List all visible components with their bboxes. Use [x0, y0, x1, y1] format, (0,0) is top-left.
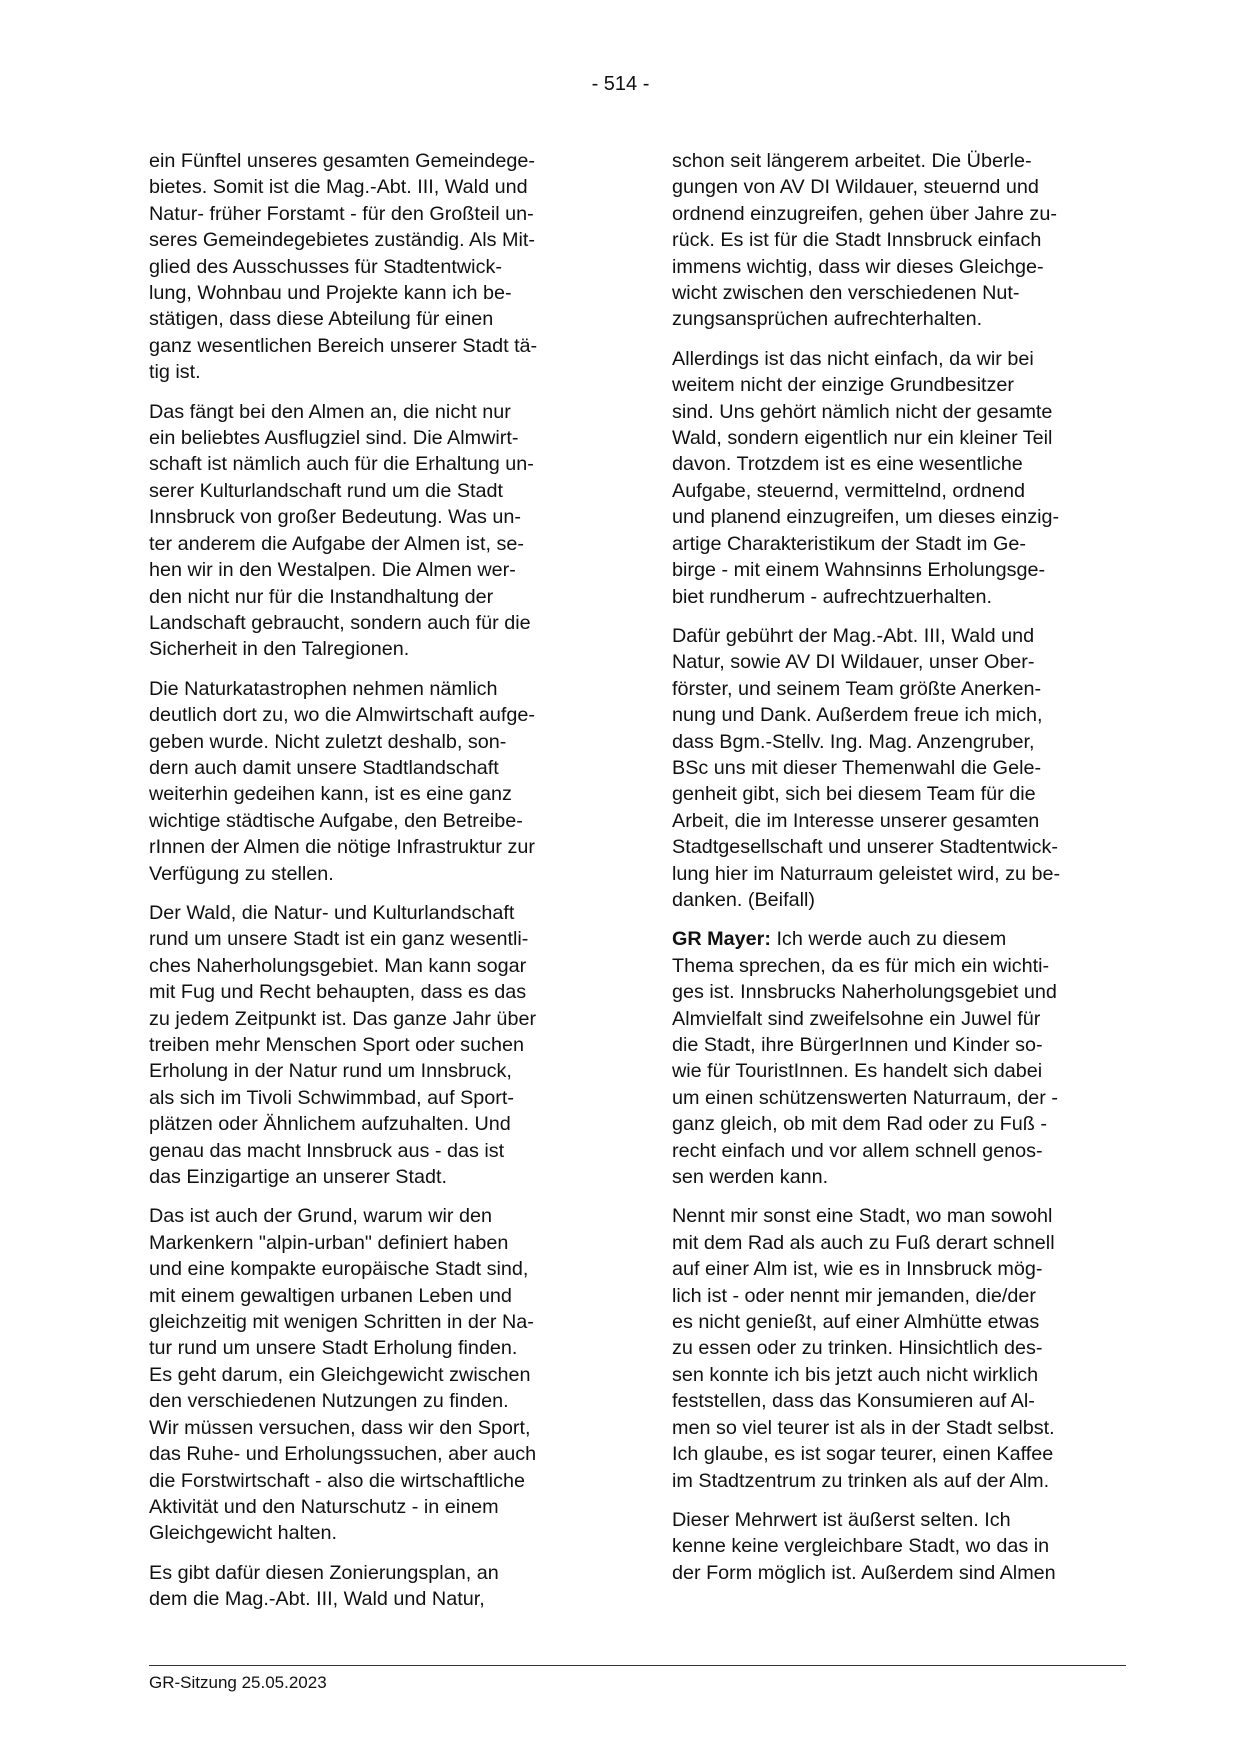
- paragraph-12: [672, 1507, 1124, 1586]
- paragraph-3: [149, 676, 601, 887]
- text-line: mit dem Rad als auch zu Fuß derart schnell: [672, 1231, 1055, 1254]
- paragraph-2: [149, 399, 601, 663]
- text-line: BSc uns mit dieser Themenwahl die Gele-: [672, 756, 1042, 779]
- text-line: geben wurde. Nicht zuletzt deshalb, son-: [149, 730, 507, 753]
- text-line: rück. Es ist für die Stadt Innsbruck einfach: [672, 229, 1042, 252]
- text-line: zu jedem Zeitpunkt ist. Das ganze Jahr über: [149, 1007, 537, 1030]
- text-line: lich ist - oder nennt mir jemanden, die/der: [672, 1284, 1036, 1307]
- text-line: zungsansprüchen aufrechterhalten.: [672, 308, 983, 331]
- text-line: danken. (Beifall): [672, 888, 815, 911]
- text-line: recht einfach und vor allem schnell genos-: [672, 1139, 1043, 1162]
- text-line: feststellen, dass das Konsumieren auf Al-: [672, 1390, 1035, 1413]
- text-line: dem die Mag.-Abt. III, Wald und Natur,: [149, 1588, 485, 1611]
- text-line: genheit gibt, sich bei diesem Team für die: [672, 783, 1036, 806]
- text-line: lung, Wohnbau und Projekte kann ich be-: [149, 282, 512, 305]
- text-line: immens wichtig, dass wir dieses Gleichge-: [672, 255, 1044, 278]
- text-line: Nennt mir sonst eine Stadt, wo man sowohl: [672, 1205, 1053, 1228]
- text-line: das Einzigartige an unserer Stadt.: [149, 1166, 447, 1189]
- text-line: rund um unsere Stadt ist ein ganz wesentli-: [149, 928, 529, 951]
- text-line: ein beliebtes Ausflugziel sind. Die Almwirt-: [149, 427, 519, 450]
- paragraph-6: [149, 1560, 601, 1613]
- text-line: nung und Dank. Außerdem freue ich mich,: [672, 704, 1043, 727]
- text-line: Die Naturkatastrophen nehmen nämlich: [149, 677, 498, 700]
- text-line: artige Charakteristikum der Stadt im Ge-: [672, 532, 1026, 555]
- text-line: davon. Trotzdem ist es eine wesentliche: [672, 453, 1023, 476]
- text-line: gleichzeitig mit wenigen Schritten in der Na-: [149, 1311, 534, 1334]
- text-line: dern auch damit unsere Stadtlandschaft: [149, 756, 499, 779]
- right-column: [672, 148, 1124, 1599]
- text-line: Wald, sondern eigentlich nur ein kleiner Teil: [672, 427, 1053, 450]
- text-line: sen konnte ich bis jetzt auch nicht wirklich: [672, 1363, 1039, 1386]
- text-line: glied des Ausschusses für Stadtentwick-: [149, 255, 502, 278]
- text-line: sind. Uns gehört nämlich nicht der gesamte: [672, 400, 1053, 423]
- text-line: weiterhin gedeihen kann, ist es eine ganz: [149, 783, 512, 806]
- text-line: Dafür gebührt der Mag.-Abt. III, Wald und: [672, 624, 1035, 647]
- text-line: Dieser Mehrwert ist äußerst selten. Ich: [672, 1508, 1011, 1531]
- text-line: Almvielfalt sind zweifelsohne ein Juwel für: [672, 1007, 1041, 1030]
- text-line: tig ist.: [149, 361, 201, 384]
- text-line: der Form möglich ist. Außerdem sind Almen: [672, 1561, 1056, 1584]
- footer-session-label: GR-Sitzung 25.05.2023: [149, 1673, 327, 1692]
- text-line: men so viel teurer ist als in der Stadt selbst.: [672, 1416, 1055, 1439]
- text-line: tur rund um unsere Stadt Erholung finden.: [149, 1337, 518, 1360]
- text-line: die Stadt, ihre BürgerInnen und Kinder so-: [672, 1034, 1043, 1056]
- text-line-remainder: Ich werde auch zu diesem: [776, 928, 1007, 951]
- text-line: hen wir in den Westalpen. Die Almen wer-: [149, 559, 516, 582]
- text-line: ein Fünftel unseres gesamten Gemeindege-: [149, 150, 535, 172]
- left-column: [149, 148, 601, 1626]
- text-line: es nicht genießt, auf einer Almhütte etwas: [672, 1311, 1040, 1334]
- text-line: plätzen oder Ähnlichem aufzuhalten. Und: [149, 1113, 511, 1136]
- text-line: den verschiedenen Nutzungen zu finden.: [149, 1390, 509, 1413]
- text-line: und planend einzugreifen, um dieses einzig-: [672, 506, 1060, 529]
- text-line: stätigen, dass diese Abteilung für einen: [149, 308, 494, 331]
- text-line: und eine kompakte europäische Stadt sind,: [149, 1258, 529, 1281]
- text-line: Erholung in der Natur rund um Innsbruck,: [149, 1060, 512, 1083]
- page-number: - 514 -: [591, 73, 650, 95]
- text-line: ordnend einzugreifen, gehen über Jahre zu-: [672, 202, 1057, 225]
- text-line: Gleichgewicht halten.: [149, 1522, 338, 1545]
- paragraph-7: [672, 148, 1124, 333]
- text-line: das Ruhe- und Erholungssuchen, aber auch: [149, 1443, 537, 1466]
- text-line: Das fängt bei den Almen an, die nicht nur: [149, 400, 511, 423]
- text-line: sen werden kann.: [672, 1166, 829, 1189]
- text-line: Markenkern "alpin-urban" definiert haben: [149, 1231, 509, 1254]
- text-line: Aufgabe, steuernd, vermittelnd, ordnend: [672, 479, 1025, 502]
- text-line: zu essen oder zu trinken. Hinsichtlich des-: [672, 1337, 1043, 1360]
- text-line: Stadtgesellschaft und unserer Stadtentwick-: [672, 836, 1058, 859]
- text-line: [672, 926, 1124, 952]
- text-line: deutlich dort zu, wo die Almwirtschaft aufge-: [149, 704, 535, 727]
- text-line: treiben mehr Menschen Sport oder suchen: [149, 1034, 524, 1056]
- text-line: auf einer Alm ist, wie es in Innsbruck mög-: [672, 1258, 1043, 1281]
- text-line: mit einem gewaltigen urbanen Leben und: [149, 1284, 512, 1307]
- text-line: Das ist auch der Grund, warum wir den: [149, 1205, 493, 1228]
- text-line: dass Bgm.-Stellv. Ing. Mag. Anzengruber,: [672, 730, 1035, 753]
- text-line: ter anderem die Aufgabe der Almen ist, se-: [149, 532, 524, 555]
- text-line: kenne keine vergleichbare Stadt, wo das in: [672, 1535, 1050, 1558]
- text-line: die Forstwirtschaft - also die wirtschaftliche: [149, 1469, 525, 1492]
- text-line: gungen von AV DI Wildauer, steuernd und: [672, 176, 1039, 199]
- text-line: weitem nicht der einzige Grundbesitzer: [672, 374, 1014, 397]
- text-line: mit Fug und Recht behaupten, dass es das: [149, 981, 527, 1004]
- text-line: Wir müssen versuchen, dass wir den Sport,: [149, 1416, 531, 1439]
- text-line: rInnen der Almen die nötige Infrastruktur zur: [149, 836, 535, 859]
- text-line: Thema sprechen, da es für mich ein wichti-: [672, 954, 1050, 977]
- text-line: wichtige städtische Aufgabe, den Betreibe-: [149, 809, 523, 832]
- text-line: wie für TouristInnen. Es handelt sich dabei: [672, 1060, 1043, 1083]
- text-line: genau das macht Innsbruck aus - das ist: [149, 1139, 505, 1162]
- paragraph-11: [672, 1203, 1124, 1493]
- text-line: Allerdings ist das nicht einfach, da wir bei: [672, 347, 1034, 370]
- text-line: Verfügung zu stellen.: [149, 862, 334, 885]
- footer-divider: [149, 1665, 1126, 1666]
- text-line: serer Kulturlandschaft rund um die Stadt: [149, 479, 504, 502]
- text-line: um einen schützenswerten Naturraum, der -: [672, 1086, 1058, 1109]
- text-line: Aktivität und den Naturschutz - in einem: [149, 1495, 499, 1518]
- text-line: wicht zwischen den verschiedenen Nut-: [672, 282, 1020, 305]
- text-line: birge - mit einem Wahnsinns Erholungsge-: [672, 559, 1046, 582]
- text-line: Arbeit, die im Interesse unserer gesamten: [672, 809, 1040, 832]
- text-line: förster, und seinem Team größte Anerken-: [672, 677, 1042, 700]
- text-line: schaft ist nämlich auch für die Erhaltung un-: [149, 453, 534, 476]
- paragraph-9: [672, 623, 1124, 913]
- text-line: den nicht nur für die Instandhaltung der: [149, 585, 494, 608]
- paragraph-4: [149, 900, 601, 1190]
- text-line: Innsbruck von großer Bedeutung. Was un-: [149, 506, 522, 529]
- text-line: im Stadtzentrum zu trinken als auf der Alm.: [672, 1469, 1050, 1492]
- paragraph-5: [149, 1203, 601, 1546]
- text-line: ges ist. Innsbrucks Naherholungsgebiet und: [672, 981, 1057, 1004]
- text-line: Sicherheit in den Talregionen.: [149, 638, 410, 661]
- text-line: biet rundherum - aufrechtzuerhalten.: [672, 585, 992, 608]
- text-line: schon seit längerem arbeitet. Die Überle-: [672, 150, 1032, 172]
- text-line: ches Naherholungsgebiet. Man kann sogar: [149, 954, 527, 977]
- text-line: Natur, sowie AV DI Wildauer, unser Ober-: [672, 651, 1035, 674]
- text-line: Es gibt dafür diesen Zonierungsplan, an: [149, 1561, 499, 1584]
- text-line: Es geht darum, ein Gleichgewicht zwischen: [149, 1363, 531, 1386]
- text-line: Der Wald, die Natur- und Kulturlandschaft: [149, 901, 515, 924]
- text-line: ganz gleich, ob mit dem Rad oder zu Fuß -: [672, 1113, 1047, 1136]
- text-line: bietes. Somit ist die Mag.-Abt. III, Wald und: [149, 176, 528, 199]
- text-line: Ich glaube, es ist sogar teurer, einen Kaffee: [672, 1443, 1054, 1466]
- text-line: Natur- früher Forstamt - für den Großteil un-: [149, 202, 534, 225]
- text-line: als sich im Tivoli Schwimmbad, auf Sport-: [149, 1086, 514, 1109]
- paragraph-1: [149, 148, 601, 386]
- text-line: Landschaft gebraucht, sondern auch für die: [149, 611, 531, 634]
- speaker-label: GR Mayer:: [672, 928, 771, 951]
- text-line: lung hier im Naturraum geleistet wird, zu be-: [672, 862, 1061, 885]
- paragraph-8: [672, 346, 1124, 610]
- text-line: ganz wesentlichen Bereich unserer Stadt tä-: [149, 334, 538, 357]
- text-line: seres Gemeindegebietes zuständig. Als Mit-: [149, 229, 535, 252]
- paragraph-10: [672, 926, 1124, 1190]
